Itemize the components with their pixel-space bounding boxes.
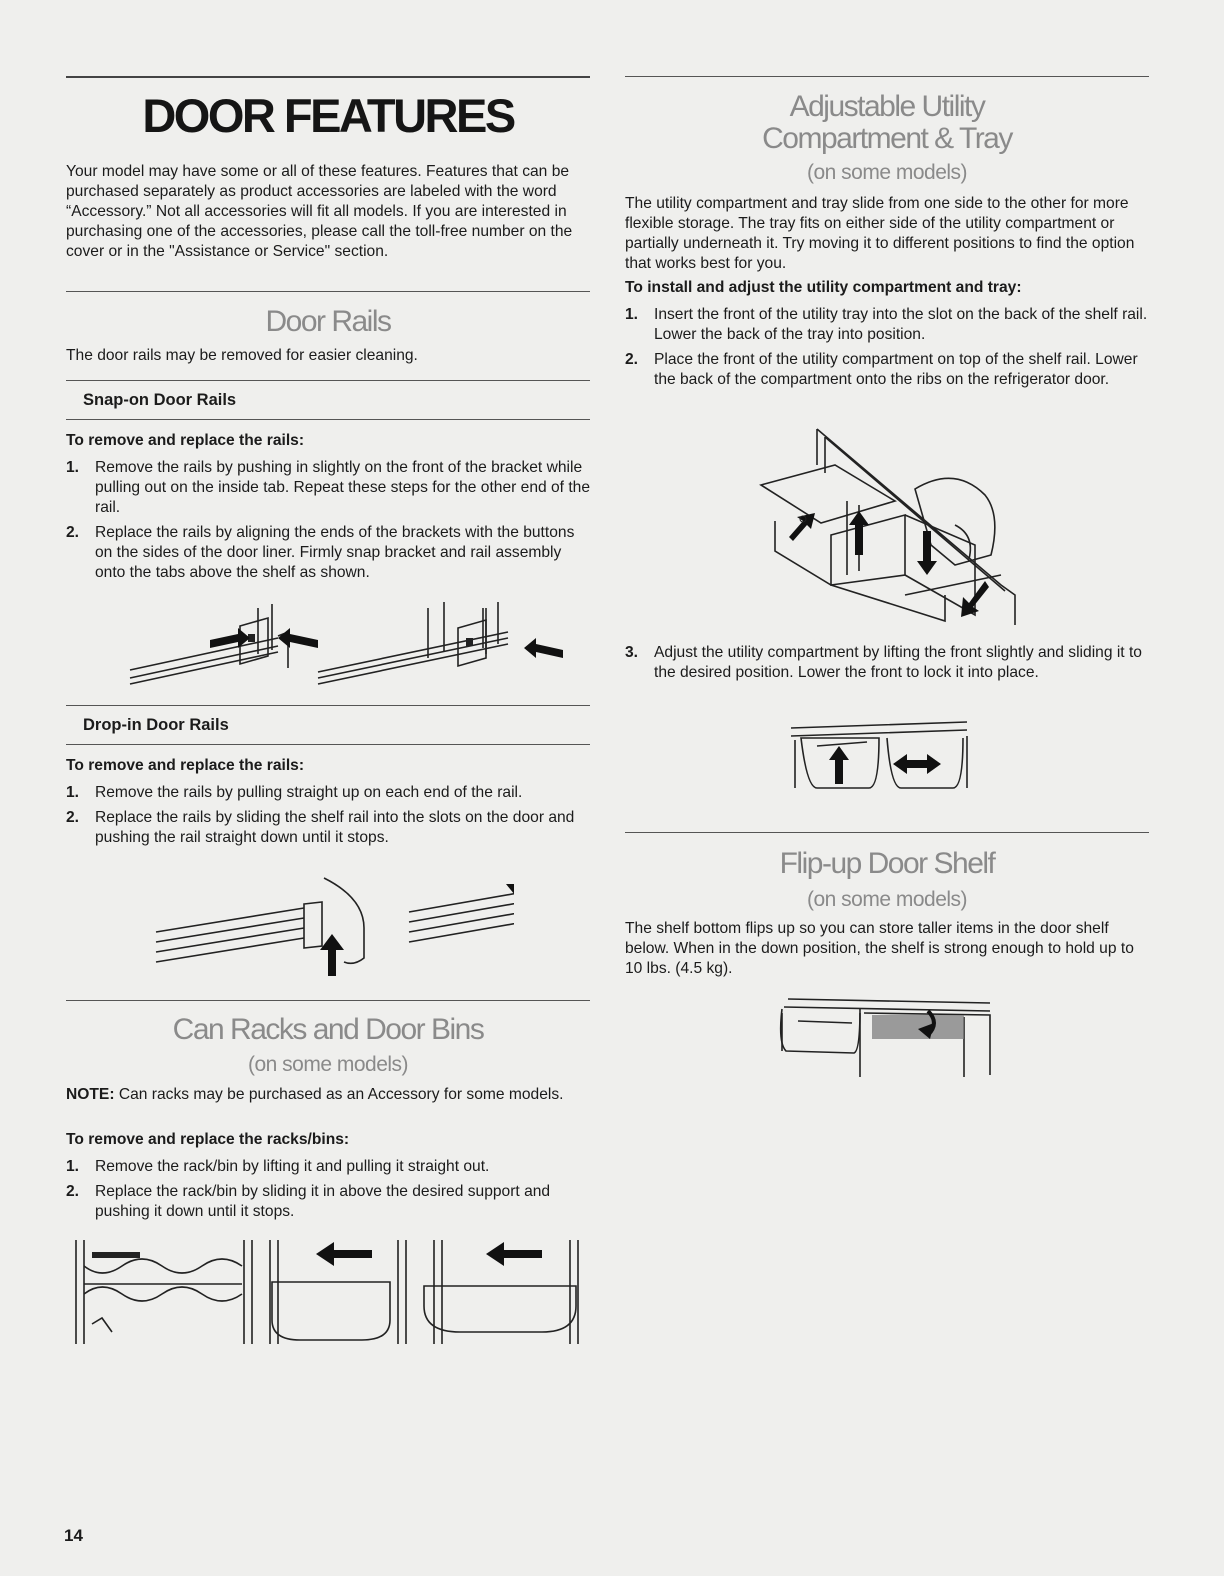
flip-up-title: Flip-up Door Shelf — [779, 847, 995, 880]
snap-on-instruction: To remove and replace the rails: — [66, 432, 305, 449]
list-item: 1. Insert the front of the utility tray into the slot on the back of the shelf rail. Lower the back of the tray into position. — [625, 306, 1148, 343]
drop-in-rail-illustration — [154, 858, 514, 978]
snap-on-heading: Snap-on Door Rails — [83, 391, 237, 409]
utility-title-line1: Adjustable Utility — [789, 90, 985, 123]
can-racks-steps — [66, 1157, 590, 1227]
drop-in-heading: Drop-in Door Rails — [83, 716, 229, 734]
divider — [625, 832, 1149, 833]
utility-instruction: To install and adjust the utility compartment and tray: — [625, 279, 1022, 296]
list-item: 2. Place the front of the utility compartment on top of the shelf rail. Lower the back of the compartment onto the ribs on the refrigerator door. — [625, 351, 1138, 388]
page-number: 14 — [64, 1526, 83, 1545]
divider — [66, 744, 590, 745]
utility-subtitle: (on some models) — [806, 161, 968, 184]
can-racks-subtitle: (on some models) — [247, 1053, 409, 1076]
can-racks-note: NOTE: Can racks may be purchased as an Accessory for some models. — [66, 1086, 564, 1103]
snap-on-rail-illustration — [128, 598, 568, 690]
list-item: 1. Remove the rails by pushing in slightly on the front of the bracket while pulling out on the inside tab. Repeat these steps for the other end of the rail. — [66, 459, 591, 516]
drop-in-steps — [66, 783, 590, 853]
list-item: 2. Replace the rails by aligning the ends of the brackets with the buttons on the sides of the door liner. Firmly snap bracket and rail assembly onto the tabs above the shelf as shown. — [66, 524, 575, 581]
list-item: 1. Remove the rack/bin by lifting it and pulling it straight out. — [66, 1158, 490, 1175]
utility-adjust-illustration — [787, 718, 977, 792]
snap-on-steps — [66, 458, 590, 588]
flip-up-subtitle: (on some models) — [806, 888, 968, 911]
list-item: 3. Adjust the utility compartment by lifting the front slightly and sliding it to the desired position. Lower the front to lock it into place. — [625, 644, 1142, 681]
utility-title-line2: Compartment & Tray — [762, 122, 1012, 155]
divider — [66, 705, 590, 706]
can-racks-illustration — [72, 1236, 582, 1350]
list-item: 1. Remove the rails by pulling straight up on each end of the rail. — [66, 784, 523, 801]
door-rails-intro: The door rails may be removed for easier cleaning. — [66, 347, 418, 364]
flip-up-text: The shelf bottom flips up so you can store taller items in the door shelf below. When in the down position, the shelf is strong enough to hold up to 10 lbs. (4.5 kg). — [625, 920, 1134, 977]
utility-intro: The utility compartment and tray slide from one side to the other for more flexible storage. The tray fits on either side of the utility compartment or partially underneath it. Try moving it to different positions to find the option that works best for you. — [625, 195, 1135, 272]
drop-in-instruction: To remove and replace the rails: — [66, 757, 305, 774]
divider — [66, 380, 590, 381]
door-rails-title: Door Rails — [265, 305, 391, 338]
page-title: DOOR FEATURES — [142, 89, 514, 142]
utility-steps — [625, 305, 1149, 395]
divider — [66, 1000, 590, 1001]
divider — [66, 76, 590, 78]
list-item: 2. Replace the rack/bin by sliding it in above the desired support and pushing it down until it stops. — [66, 1183, 551, 1220]
utility-compartment-illustration — [755, 425, 1025, 635]
can-racks-title: Can Racks and Door Bins — [172, 1013, 484, 1046]
divider — [66, 419, 590, 420]
list-item: 2. Replace the rails by sliding the shelf rail into the slots on the door and pushing the rail straight down until it stops. — [66, 809, 575, 846]
door-features-intro: Your model may have some or all of these features. Features that can be purchased separately as product accessories are labeled with the word “Accessory.” Not all accessories will fit all models. If you are interested in purchasing one of the accessories, please call the toll-free number on the cover or in the "Assistance or Service" section. — [66, 163, 573, 260]
divider — [66, 291, 590, 292]
flip-up-shelf-illustration — [778, 993, 994, 1077]
divider — [625, 76, 1149, 77]
utility-step-3 — [625, 643, 1149, 688]
can-racks-instruction: To remove and replace the racks/bins: — [66, 1131, 350, 1148]
